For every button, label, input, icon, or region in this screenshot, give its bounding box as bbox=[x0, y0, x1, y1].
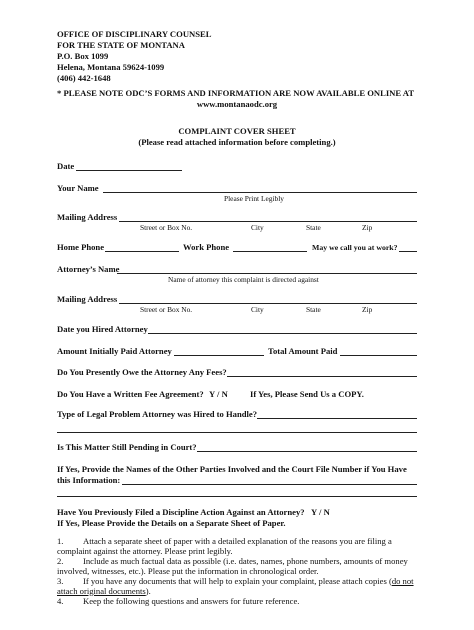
page-subtitle: (Please read attached information before completing.) bbox=[138, 137, 336, 147]
legal-problem-label: Type of Legal Problem Attorney was Hired to Handle? bbox=[57, 409, 258, 419]
pending-field[interactable] bbox=[197, 451, 417, 452]
owe-fees-label: Do You Presently Owe the Attorney Any Fees? bbox=[57, 367, 227, 377]
call-at-work-label: May we call you at work? bbox=[312, 243, 398, 252]
date-hired-label: Date you Hired Attorney bbox=[57, 324, 148, 334]
previous-action-note: If Yes, Please Provide the Details on a Separate Sheet of Paper. bbox=[57, 518, 286, 528]
instruction-item bbox=[57, 537, 423, 557]
instruction-text-part: If you have any documents that will help to explain your complaint, please attach copies ( bbox=[83, 576, 392, 586]
home-phone-field[interactable] bbox=[105, 251, 179, 252]
attorney-name-label: Attorney’s Name bbox=[57, 264, 120, 274]
amount-initially-label: Amount Initially Paid Attorney bbox=[57, 346, 172, 356]
legal-problem-field-2[interactable] bbox=[57, 432, 417, 433]
instruction-text: Attach a separate sheet of paper with a detailed explanation of the reasons you are filing a complaint against the attorney. Please print legibly. bbox=[57, 536, 392, 556]
instruction-text: Include as much factual data as possible (i.e. dates, names, phone numbers, amounts of money involved, witnesses, etc.). Please put the information in chronological order. bbox=[57, 556, 408, 576]
mailing-address-label: Mailing Address bbox=[57, 212, 118, 222]
attorney-name-field[interactable] bbox=[117, 273, 417, 274]
instruction-text-underlined: do not attach original documents bbox=[57, 576, 414, 596]
header-line-5: (406) 442-1648 bbox=[57, 73, 111, 83]
date-hired-field[interactable] bbox=[148, 333, 417, 334]
attorney-mailing-address-label: Mailing Address bbox=[57, 294, 118, 304]
date-label: Date bbox=[57, 161, 75, 171]
zip-hint-2: Zip bbox=[362, 305, 373, 314]
instruction-text: Keep the following questions and answers for future reference. bbox=[83, 596, 300, 606]
page-title: COMPLAINT COVER SHEET bbox=[178, 126, 296, 136]
instruction-text-part: ). bbox=[145, 585, 151, 596]
work-phone-field[interactable] bbox=[233, 251, 307, 252]
header-line-4: Helena, Montana 59624-1099 bbox=[57, 62, 165, 72]
mailing-address-field[interactable] bbox=[119, 221, 417, 222]
work-phone-label: Work Phone bbox=[183, 242, 230, 252]
fee-agreement-label: Do You Have a Written Fee Agreement? bbox=[57, 389, 204, 399]
online-notice: * PLEASE NOTE ODC’S FORMS AND INFORMATION ARE NOW AVAILABLE ONLINE AT bbox=[57, 88, 415, 98]
total-amount-field[interactable] bbox=[340, 355, 417, 356]
attorney-name-hint: Name of attorney this complaint is directed against bbox=[168, 275, 319, 284]
other-parties-field-2[interactable] bbox=[57, 496, 417, 497]
website-link[interactable]: www.montanaodc.org bbox=[196, 99, 278, 109]
fee-agreement-yn[interactable]: Y / N bbox=[209, 389, 228, 399]
state-hint-2: State bbox=[306, 305, 321, 314]
zip-hint: Zip bbox=[362, 223, 373, 232]
other-parties-label-1: If Yes, Provide the Names of the Other Parties Involved and the Court File Number if You Have bbox=[57, 464, 407, 474]
amount-initially-field[interactable] bbox=[174, 355, 264, 356]
city-hint: City bbox=[251, 223, 264, 232]
instruction-number: 2. bbox=[57, 556, 64, 566]
owe-fees-field[interactable] bbox=[227, 376, 417, 377]
street-hint: Street or Box No. bbox=[140, 223, 193, 232]
instruction-number: 1. bbox=[57, 536, 64, 546]
instruction-item bbox=[57, 597, 423, 607]
call-at-work-field[interactable] bbox=[399, 251, 417, 252]
city-hint-2: City bbox=[251, 305, 264, 314]
attorney-mailing-address-field[interactable] bbox=[119, 303, 417, 304]
date-field[interactable] bbox=[76, 170, 182, 171]
instruction-item bbox=[57, 577, 423, 597]
your-name-field[interactable] bbox=[103, 192, 417, 193]
other-parties-field[interactable] bbox=[122, 484, 417, 485]
street-hint-2: Street or Box No. bbox=[140, 305, 193, 314]
other-parties-label-2: this Information: bbox=[57, 475, 121, 485]
state-hint: State bbox=[306, 223, 321, 232]
print-legibly-hint: Please Print Legibly bbox=[224, 194, 284, 203]
instruction-item bbox=[57, 557, 423, 577]
header-line-1: OFFICE OF DISCIPLINARY COUNSEL bbox=[57, 29, 212, 39]
previous-action-yn[interactable]: Y / N bbox=[311, 507, 330, 517]
instruction-text bbox=[57, 577, 423, 597]
header-line-3: P.O. Box 1099 bbox=[57, 51, 109, 61]
send-copy-note: If Yes, Please Send Us a COPY. bbox=[250, 389, 364, 399]
header-line-2: FOR THE STATE OF MONTANA bbox=[57, 40, 185, 50]
previous-action-label: Have You Previously Filed a Discipline Action Against an Attorney? bbox=[57, 507, 305, 517]
your-name-label: Your Name bbox=[57, 183, 99, 193]
total-amount-label: Total Amount Paid bbox=[268, 346, 338, 356]
instruction-number: 4. bbox=[57, 596, 64, 606]
pending-label: Is This Matter Still Pending in Court? bbox=[57, 442, 197, 452]
home-phone-label: Home Phone bbox=[57, 242, 105, 252]
instruction-number: 3. bbox=[57, 576, 64, 586]
legal-problem-field[interactable] bbox=[257, 418, 417, 419]
